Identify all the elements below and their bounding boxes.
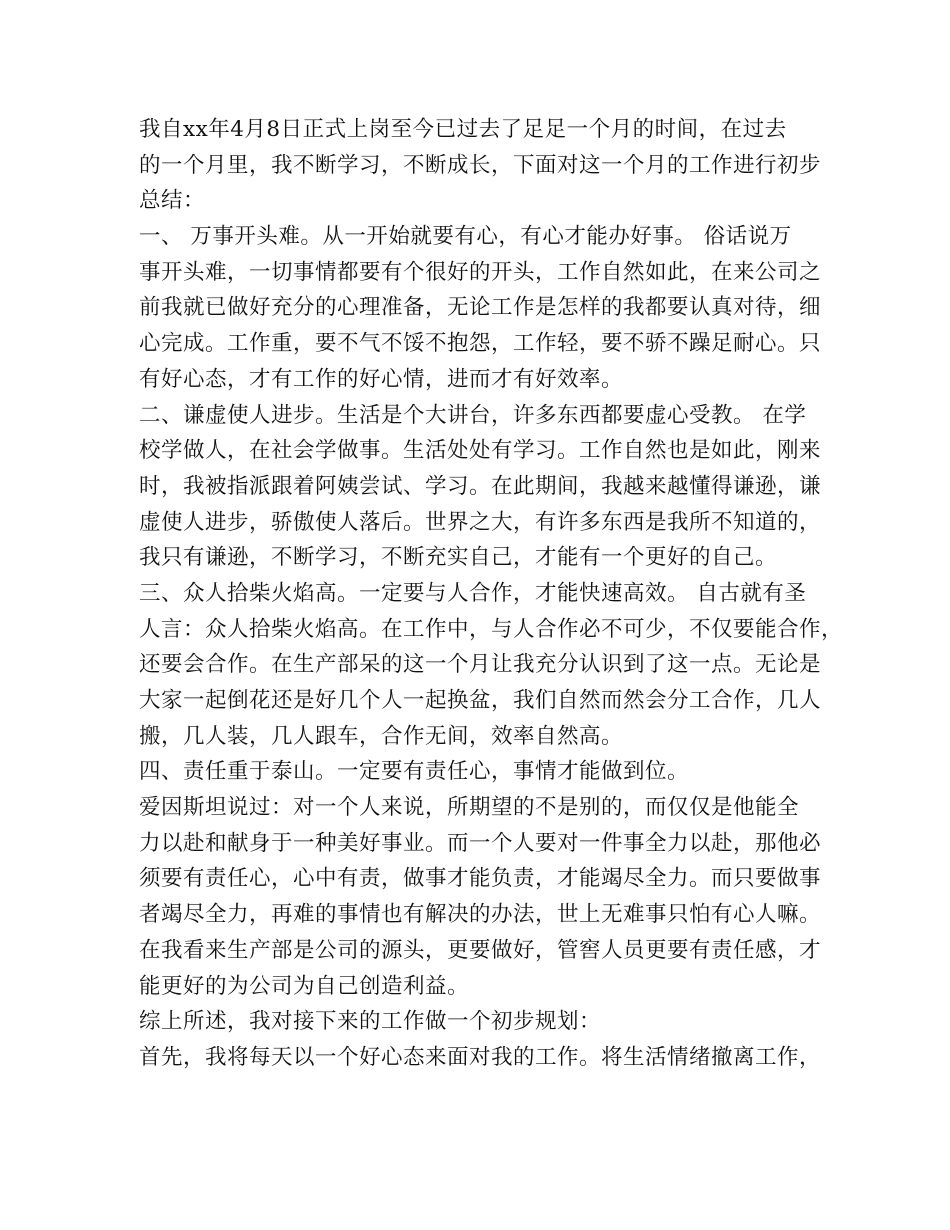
body-line-26: 综上所述，我对接下来的工作做一个初步规划： xyxy=(139,1009,602,1035)
body-line-21: 力以赴和献身于一种美好事业。而一个人要对一件事全力以赴，那他必 xyxy=(139,830,822,856)
body-line-9: 二、谦虚使人进步。生活是个大讲台，许多东西都要虚心受教。 在学 xyxy=(139,402,807,428)
body-line-11: 时，我被指派跟着阿姨尝试、学习。在此期间，我越来越懂得谦逊，谦 xyxy=(139,473,822,499)
body-line-19: 四、责任重于泰山。一定要有责任心，事情才能做到位。 xyxy=(139,759,690,785)
body-line-8: 有好心态，才有工作的好心情，进而才有好效率。 xyxy=(139,366,624,392)
body-line-14: 三、众人拾柴火焰高。一定要与人合作，才能快速高效。 自古就有圣 xyxy=(139,580,807,606)
body-line-15: 人言：众人拾柴火焰高。在工作中，与人合作必不可少，不仅要能合作， xyxy=(139,616,844,642)
body-line-16: 还要会合作。在生产部呆的这一个月让我充分认识到了这一点。无论是 xyxy=(139,652,822,678)
body-line-2: 的一个月里，我不断学习，不断成长，下面对这一个月的工作进行初步 xyxy=(139,152,822,178)
body-line-12: 虚使人进步，骄傲使人落后。世界之大，有许多东西是我所不知道的， xyxy=(139,509,822,535)
body-line-4: 一、 万事开头难。从一开始就要有心，有心才能办好事。 俗话说万 xyxy=(139,224,792,250)
body-line-22: 须要有责任心，心中有责，做事才能负责，才能竭尽全力。而只要做事 xyxy=(139,866,822,892)
body-line-7: 心完成。工作重，要不气不馁不抱怨，工作轻，要不骄不躁足耐心。只 xyxy=(139,331,822,357)
body-line-20: 爱因斯坦说过：对一个人来说，所期望的不是别的，而仅仅是他能全 xyxy=(139,795,800,821)
document-body xyxy=(139,112,844,1076)
body-line-5: 事开头难，一切事情都要有个很好的开头，工作自然如此，在来公司之 xyxy=(139,259,822,285)
body-line-24: 在我看来生产部是公司的源头，更要做好，管窖人员更要有责任感，才 xyxy=(139,937,822,963)
body-line-10: 校学做人，在社会学做事。生活处处有学习。工作自然也是如此，刚来 xyxy=(139,438,822,464)
body-line-18: 搬，几人装，几人跟车，合作无间，效率自然高。 xyxy=(139,723,624,749)
body-line-17: 大家一起倒花还是好几个人一起换盆，我们自然而然会分工合作，几人 xyxy=(139,688,822,713)
body-line-25: 能更好的为公司为自己创造利益。 xyxy=(139,973,470,999)
body-line-1: 我自xx年4月8日正式上岗至今已过去了足足一个月的时间，在过去 xyxy=(139,117,787,142)
body-line-27: 首先，我将每天以一个好心态来面对我的工作。将生活情绪撤离工作， xyxy=(139,1044,822,1070)
body-line-3: 总结： xyxy=(139,188,206,214)
body-line-23: 者竭尽全力，再难的事情也有解决的办法，世上无难事只怕有心人嘛。 xyxy=(139,902,822,928)
body-line-13: 我只有谦逊，不断学习，不断充实自己，才能有一个更好的自己。 xyxy=(139,545,778,571)
body-line-6: 前我就已做好充分的心理准备，无论工作是怎样的我都要认真对待，细 xyxy=(139,295,822,321)
